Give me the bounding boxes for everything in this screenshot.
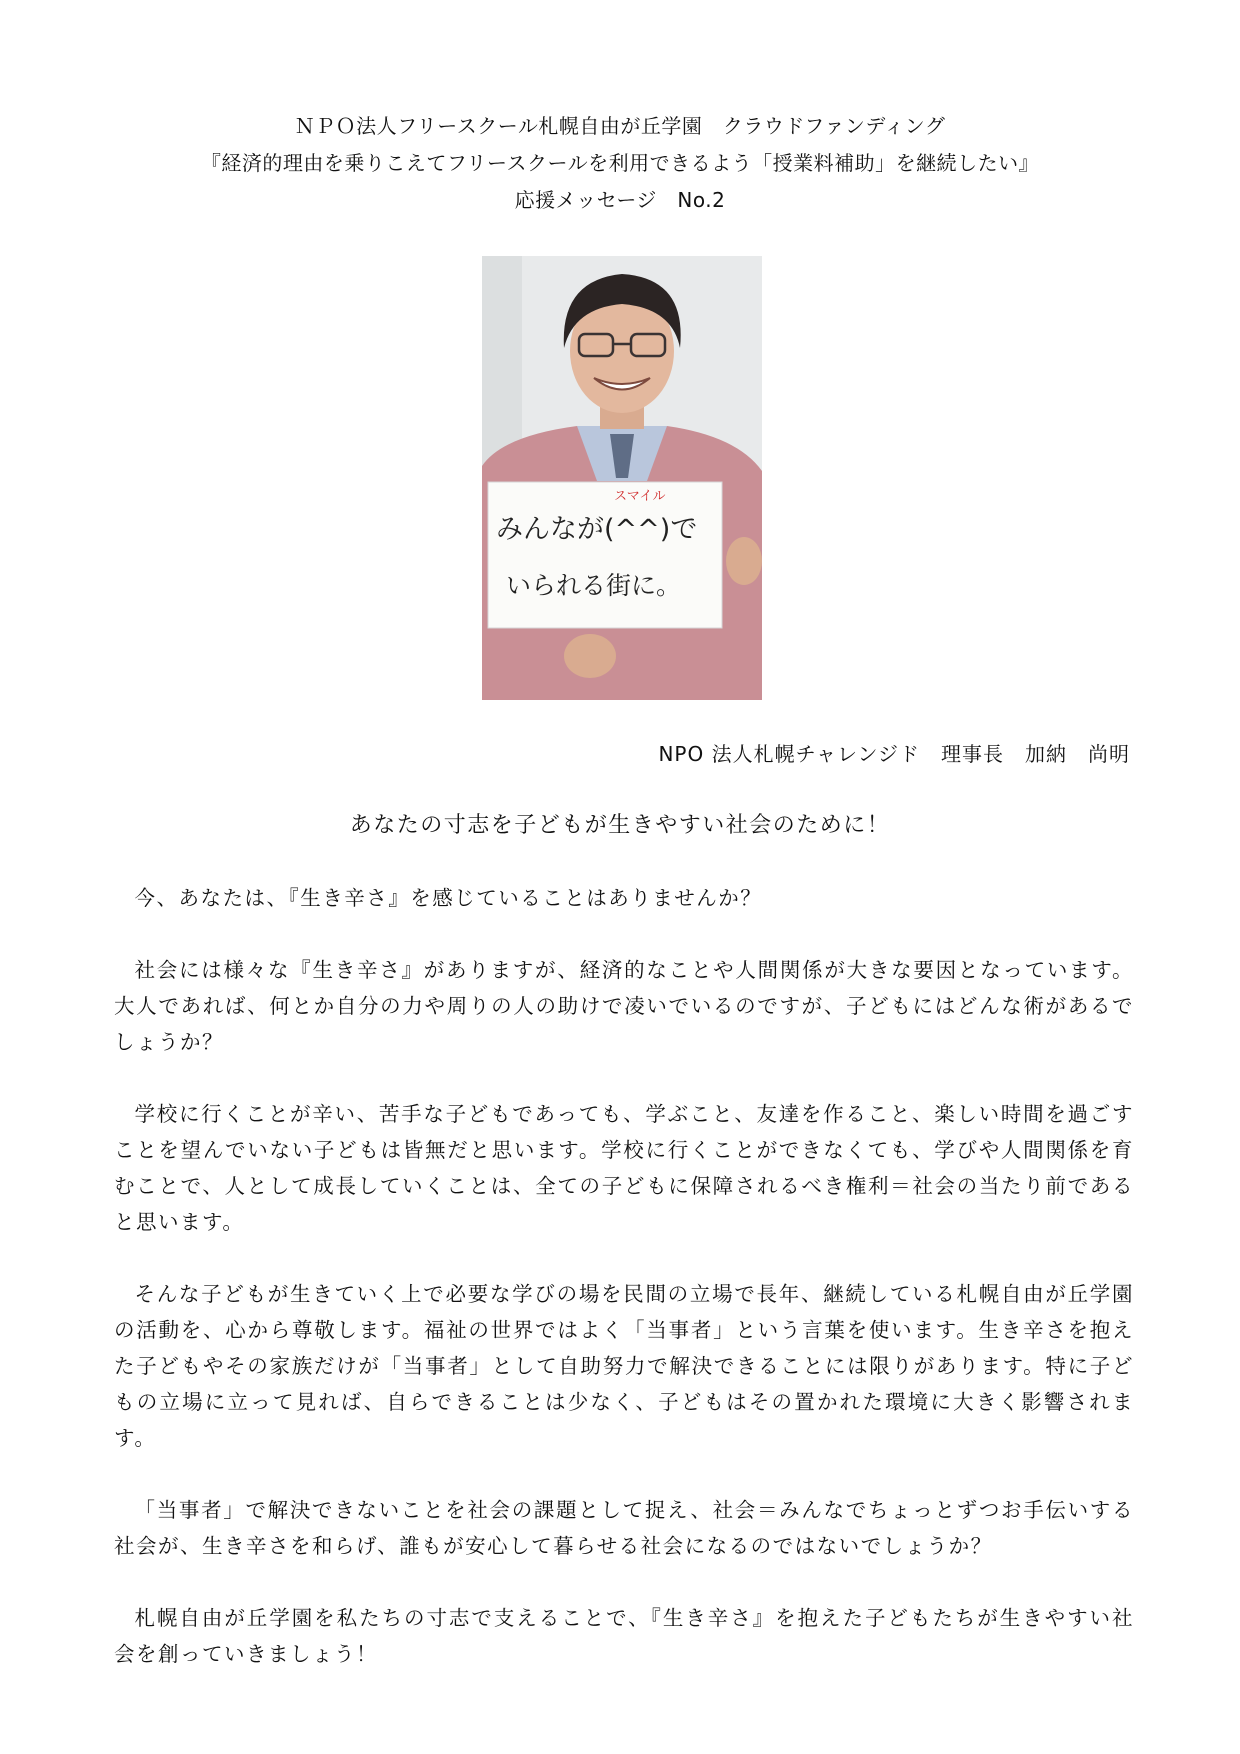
- body-paragraph: 学校に行くことが辛い、苦手な子どもであっても、学ぶこと、友達を作ること、楽しい時間を過ごすことを望んでいない子どもは皆無だと思います。学校に行くことができなくても、学びや人間関係を育むことで、人として成長していくことは、全ての子どもに保障されるべき権利＝社会の当たり前であると思います。: [114, 1102, 1134, 1234]
- header-message-number: 応援メッセージ No.2: [514, 188, 726, 212]
- author-credit: NPO 法人札幌チャレンジド 理事長 加納 尚明: [658, 742, 1130, 766]
- body-paragraph: 「当事者」で解決できないことを社会の課題として捉え、社会＝みんなでちょっとずつお手伝いする社会が、生き辛さを和らげ、誰もが安心して暮らせる社会になるのではないでしょうか？: [114, 1498, 1134, 1558]
- body-paragraph: 札幌自由が丘学園を私たちの寸志で支えることで、『生き辛さ』を抱えた子どもたちが生きやすい社会を創っていきましょう！: [114, 1606, 1134, 1666]
- message-body: [114, 880, 1134, 1708]
- portrait-photo: [482, 256, 762, 700]
- body-paragraph: 社会には様々な『生き辛さ』がありますが、経済的なことや人間関係が大きな要因となっています。大人であれば、何とか自分の力や周りの人の助けで凌いでいるのですが、子どもにはどんな術があるでしょうか？: [114, 958, 1134, 1054]
- document-header: [0, 108, 1240, 219]
- sign-line-1: みんなが(^^)で: [496, 514, 698, 545]
- sign-line-2: いられる街に。: [506, 571, 682, 600]
- message-subtitle: あなたの寸志を子どもが生きやすい社会のために！: [349, 813, 891, 838]
- body-paragraph: そんな子どもが生きていく上で必要な学びの場を民間の立場で長年、継続している札幌自由が丘学園の活動を、心から尊敬します。福祉の世界ではよく「当事者」という言葉を使います。生き辛さを抱えた子どもやその家族だけが「当事者」として自助努力で解決できることには限りがあります。特に子どもの立場に立って見れば、自らできることは少なく、子どもはその置かれた環境に大きく影響されます。: [114, 1282, 1134, 1450]
- header-campaign-title: 『経済的理由を乗りこえてフリースクールを利用できるよう「授業料補助」を継続したい』: [200, 151, 1040, 175]
- header-organization-line: ＮＰＯ法人フリースクール札幌自由が丘学園 クラウドファンディング: [294, 114, 946, 138]
- body-paragraph: 今、あなたは、『生き辛さ』を感じていることはありませんか？: [134, 886, 763, 910]
- sign-ruby-text: スマイル: [614, 489, 666, 504]
